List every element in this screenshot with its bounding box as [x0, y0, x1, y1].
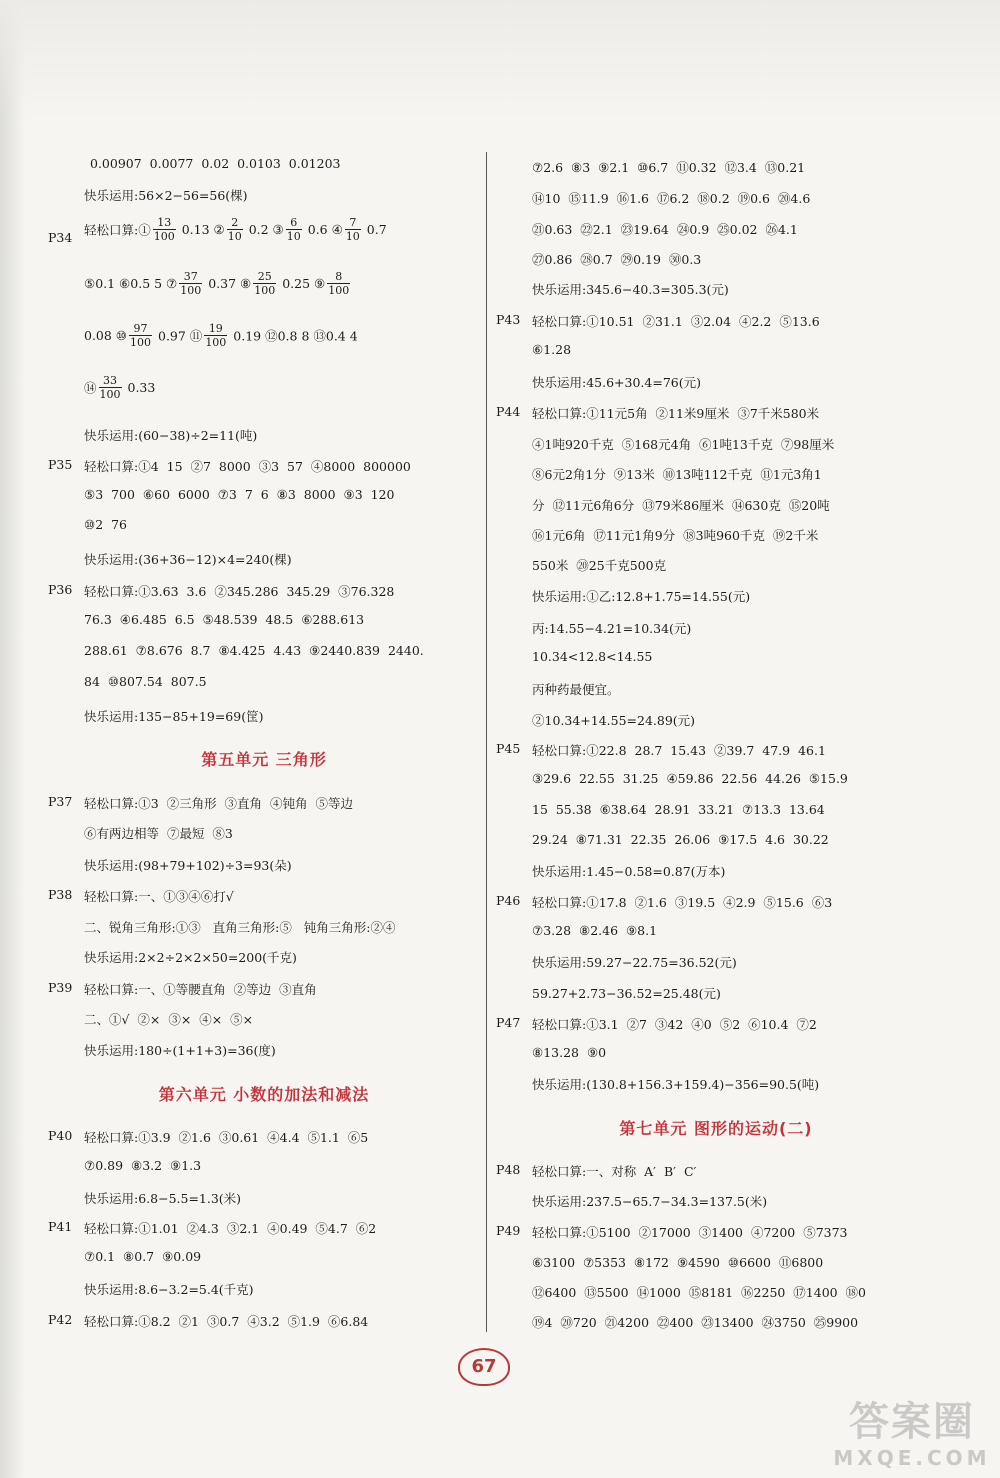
answer-text: 0.19 ⑫0.8 8 ⑬0.4 4: [233, 328, 358, 344]
watermark-logo: [832, 1396, 992, 1470]
page-ref: P45: [496, 741, 521, 756]
answer-line: 288.61 ⑦8.676 8.7 ⑧4.425 4.43 ⑨2440.839 2440.: [84, 643, 424, 658]
answer-line: 快乐运用:6.8−5.5=1.3(米): [84, 1191, 242, 1206]
answer-line: 0.00907 0.0077 0.02 0.0103 0.01203: [90, 156, 341, 171]
answer-line: 84 ⑩807.54 807.5: [84, 674, 207, 689]
answer-text: 0.13 ②: [181, 222, 225, 237]
answer-line: ③29.6 22.55 31.25 ④59.86 22.56 44.26 ⑤15.9: [532, 771, 848, 786]
page-ref: P40: [48, 1128, 73, 1143]
answer-line: 轻松口算:①3.63 3.6 ②345.286 345.29 ③76.328: [84, 584, 395, 599]
fraction: $\frac{2}{10}$: [227, 216, 242, 243]
answer-line: 10.34<12.8<14.55: [532, 649, 653, 664]
page-ref: P44: [496, 404, 521, 419]
unit-title: 第六单元 小数的加法和减法: [158, 1085, 370, 1104]
page-ref: P35: [48, 457, 73, 472]
answer-line: ⑭10 ⑮11.9 ⑯1.6 ⑰6.2 ⑱0.2 ⑲0.6 ⑳4.6: [532, 191, 811, 206]
answer-line: ⑤3 700 ⑥60 6000 ⑦3 7 6 ⑧3 8000 ⑨3 120: [84, 487, 395, 502]
answer-line: ⑦0.89 ⑧3.2 ⑨1.3: [84, 1158, 202, 1173]
unit-title: 第七单元 图形的运动(二): [619, 1119, 813, 1138]
answer-line: ⑦0.1 ⑧0.7 ⑨0.09: [84, 1249, 202, 1264]
answer-line: 快乐运用:45.6+30.4=76(元): [532, 375, 701, 390]
answer-line: 轻松口算:①4 15 ②7 8000 ③3 57 ④8000 800000: [84, 459, 411, 474]
answer-line: ⑩2 76: [84, 517, 128, 532]
page-ref: P42: [48, 1312, 73, 1327]
answer-line-fractions: [84, 270, 480, 297]
fraction: $\frac{33}{100}$: [99, 374, 121, 401]
answer-line: 轻松口算:①8.2 ②1 ③0.7 ④3.2 ⑤1.9 ⑥6.84: [84, 1314, 369, 1329]
page-ref: P39: [48, 980, 73, 995]
fraction: $\frac{6}{10}$: [286, 216, 301, 243]
answer-line: ⑫6400 ⑬5500 ⑭1000 ⑮8181 ⑯2250 ⑰1400 ⑱0: [532, 1285, 867, 1300]
page-number-badge: 67: [458, 1348, 510, 1386]
answer-line: 59.27+2.73−36.52=25.48(元): [532, 986, 721, 1001]
answer-line: ⑦3.28 ⑧2.46 ⑨8.1: [532, 923, 658, 938]
answer-line: 轻松口算:①1.01 ②4.3 ③2.1 ④0.49 ⑤4.7 ⑥2: [84, 1221, 377, 1236]
fraction: $\frac{19}{100}$: [205, 322, 227, 349]
answer-text: 0.08 ⑩: [84, 328, 128, 343]
page-top-shadow: [0, 0, 1000, 120]
answer-line: 快乐运用:(36+36−12)×4=240(棵): [84, 552, 292, 567]
answer-line: 76.3 ④6.485 6.5 ⑤48.539 48.5 ⑥288.613: [84, 612, 365, 627]
answer-line: ⑲4 ⑳720 ㉑4200 ㉒400 ㉓13400 ㉔3750 ㉕9900: [532, 1315, 859, 1330]
answer-text: 0.6 ④: [307, 222, 343, 237]
answer-line: 快乐运用:2×2÷2×2×50=200(千克): [84, 950, 297, 965]
answer-line: ⑧6元2角1分 ⑨13米 ⑩13吨112千克 ⑪1元3角1: [532, 467, 822, 482]
page-ref: P36: [48, 582, 73, 597]
answer-line: 丙:14.55−4.21=10.34(元): [532, 621, 692, 636]
answer-line: 二、①√ ②× ③× ④× ⑤×: [84, 1012, 254, 1027]
answer-text: 轻松口算:①: [84, 222, 151, 238]
answer-line: 快乐运用:(98+79+102)÷3=93(朵): [84, 858, 292, 873]
answer-line-fractions: [84, 374, 480, 401]
answer-line: ⑥1.28: [532, 342, 572, 357]
answer-line: ⑦2.6 ⑧3 ⑨2.1 ⑩6.7 ⑪0.32 ⑫3.4 ⑬0.21: [532, 160, 806, 175]
answer-line: 轻松口算:①17.8 ②1.6 ③19.5 ④2.9 ⑤15.6 ⑥3: [532, 895, 833, 910]
fraction: $\frac{37}{100}$: [180, 270, 202, 297]
fraction: $\frac{97}{100}$: [130, 322, 152, 349]
answer-line: ⑯1元6角 ⑰11元1角9分 ⑱3吨960千克 ⑲2千米: [532, 528, 819, 543]
answer-text: 0.25 ⑨: [282, 276, 326, 291]
answer-line: ⑥3100 ⑦5353 ⑧172 ⑨4590 ⑩6600 ⑪6800: [532, 1255, 824, 1270]
answer-line: ②10.34+14.55=24.89(元): [532, 713, 696, 728]
page-ref: P47: [496, 1015, 521, 1030]
answer-line: 快乐运用:59.27−22.75=36.52(元): [532, 955, 737, 970]
page-ref: P37: [48, 794, 73, 809]
page-ref: P46: [496, 893, 521, 908]
page-ref: P48: [496, 1162, 521, 1177]
answer-line: 轻松口算:①11元5角 ②11米9厘米 ③7千米580米: [532, 406, 820, 421]
answer-line: 二、锐角三角形:①③ 直角三角形:⑤ 钝角三角形:②④: [84, 920, 396, 935]
answer-line: 15 55.38 ⑥38.64 28.91 33.21 ⑦13.3 13.64: [532, 802, 825, 817]
answer-line: 快乐运用:345.6−40.3=305.3(元): [532, 282, 729, 297]
answer-line: ④1吨920千克 ⑤168元4角 ⑥1吨13千克 ⑦98厘米: [532, 437, 835, 452]
answer-line: 轻松口算:①3.9 ②1.6 ③0.61 ④4.4 ⑤1.1 ⑥5: [84, 1130, 369, 1145]
fraction: $\frac{7}{10}$: [345, 216, 360, 243]
answer-text: ⑤0.1 ⑥0.5 5 ⑦: [84, 276, 178, 291]
page-ref: P34: [48, 230, 73, 245]
page-ref: P41: [48, 1219, 73, 1234]
answer-text: 0.37 ⑧: [208, 276, 252, 291]
page-edge-shadow: [0, 0, 26, 1478]
answer-line: 快乐运用:135−85+19=69(筐): [84, 709, 264, 724]
answer-line: 轻松口算:一、对称 A′ B′ C′: [532, 1164, 697, 1179]
page-ref: P43: [496, 312, 521, 327]
answer-line: 快乐运用:1.45−0.58=0.87(万本): [532, 864, 726, 879]
answer-line: 快乐运用:(60−38)÷2=11(吨): [84, 428, 258, 443]
fraction: $\frac{25}{100}$: [254, 270, 276, 297]
answer-text: 0.97 ⑪: [158, 328, 203, 344]
answer-line: 轻松口算:①10.51 ②31.1 ③2.04 ④2.2 ⑤13.6: [532, 314, 820, 329]
answer-line: 快乐运用:①乙:12.8+1.75=14.55(元): [532, 589, 751, 604]
answer-line: 轻松口算:一、①等腰直角 ②等边 ③直角: [84, 982, 317, 997]
fraction: $\frac{13}{100}$: [153, 216, 175, 243]
answer-line: ㉑0.63 ㉒2.1 ㉓19.64 ㉔0.9 ㉕0.02 ㉖4.1: [532, 222, 798, 237]
answer-line: 快乐运用:(130.8+156.3+159.4)−356=90.5(吨): [532, 1077, 820, 1092]
answer-line: 分 ⑫11元6角6分 ⑬79米86厘米 ⑭630克 ⑮20吨: [532, 498, 830, 513]
answer-line: ⑥有两边相等 ⑦最短 ⑧3: [84, 826, 233, 841]
answer-line-fractions: [84, 216, 480, 243]
answer-line: 轻松口算:①22.8 28.7 15.43 ②39.7 47.9 46.1: [532, 743, 826, 758]
answer-line: 丙种药最便宜。: [532, 682, 620, 697]
answer-line: 快乐运用:180÷(1+1+3)=36(度): [84, 1043, 276, 1058]
answer-line: 29.24 ⑧71.31 22.35 26.06 ⑨17.5 4.6 30.22: [532, 832, 829, 847]
answer-line-fractions: [84, 322, 480, 349]
answer-text: 0.33: [127, 380, 156, 395]
answer-line: 快乐运用:56×2−56=56(棵): [84, 188, 248, 203]
fraction: $\frac{8}{100}$: [328, 270, 350, 297]
answer-line: 轻松口算:①3.1 ②7 ③42 ④0 ⑤2 ⑥10.4 ⑦2: [532, 1017, 817, 1032]
answer-text: 0.2 ③: [248, 222, 284, 237]
answer-line: 轻松口算:①3 ②三角形 ③直角 ④钝角 ⑤等边: [84, 796, 353, 811]
answer-line: 快乐运用:8.6−3.2=5.4(千克): [84, 1282, 254, 1297]
column-divider: [486, 152, 487, 1332]
watermark-url: MXQE.COM: [833, 1446, 991, 1470]
answer-line: 轻松口算:一、①③④⑥打√: [84, 889, 234, 904]
answer-line: 550米 ⑳25千克500克: [532, 558, 667, 573]
page-ref: P49: [496, 1223, 521, 1238]
answer-line: 轻松口算:①5100 ②17000 ③1400 ④7200 ⑤7373: [532, 1225, 848, 1240]
answer-line: ⑧13.28 ⑨0: [532, 1045, 607, 1060]
watermark-text: 答案圈: [849, 1399, 975, 1445]
answer-line: 快乐运用:237.5−65.7−34.3=137.5(米): [532, 1194, 768, 1209]
unit-title: 第五单元 三角形: [201, 750, 327, 769]
answer-text: 0.7: [366, 222, 387, 237]
page-ref: P38: [48, 887, 73, 902]
answer-text: ⑭: [84, 380, 97, 396]
answer-line: ㉗0.86 ㉘0.7 ㉙0.19 ㉚0.3: [532, 252, 702, 267]
